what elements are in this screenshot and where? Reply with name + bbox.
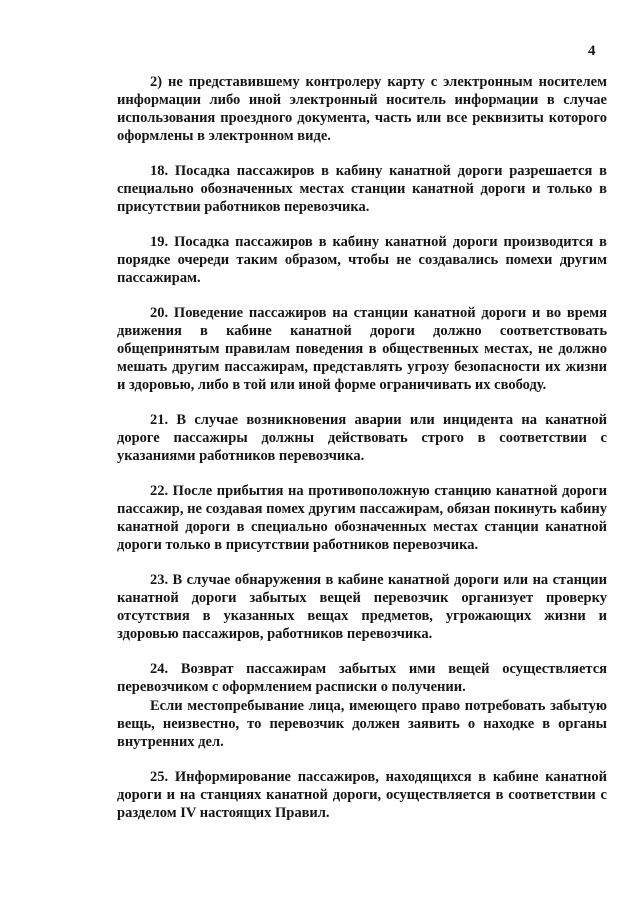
paragraph-18: 18. Посадка пассажиров в кабину канатной дороги разрешается в специально обозначенных местах станции канатной дороги и только в присутствии работников перевозчика. <box>117 163 607 215</box>
paragraph-19: 19. Посадка пассажиров в кабину канатной дороги производится в порядке очереди таким образом, чтобы не создавались помехи другим пассажирам. <box>117 234 607 286</box>
paragraph-20: 20. Поведение пассажиров на станции канатной дороги и во время движения в кабине канатной дороги должно соответствовать общепринятым правилам поведения в общественных местах, не должно мешать другим пассажирам, представлять угрозу безопасности их жизни и здоровью, либо в той или иной форме ограничивать их свободу. <box>117 305 607 393</box>
paragraph-25: 25. Информирование пассажиров, находящихся в кабине канатной дороги и на станциях канатной дороги, осуществляется в соответствии с разделом IV настоящих Правил. <box>117 769 607 821</box>
paragraph-24-continuation: Если местопребывание лица, имеющего право потребовать забытую вещь, неизвестно, то перевозчик должен заявить о находке в органы внутренних дел. <box>117 698 607 750</box>
paragraph-22: 22. После прибытия на противоположную станцию канатной дороги пассажир, не создавая помех другим пассажирам, обязан покинуть кабину канатной дороги в специально обозначенных местах станции канатной дороги только в присутствии работников перевозчика. <box>117 483 607 553</box>
paragraph-23: 23. В случае обнаружения в кабине канатной дороги или на станции канатной дороги забытых вещей перевозчик организует проверку отсутствия в указанных вещах предметов, угрожающих жизни и здоровью пассажиров, работников перевозчика. <box>117 572 607 642</box>
paragraph-21: 21. В случае возникновения аварии или инцидента на канатной дороге пассажиры должны действовать строго в соответствии с указаниями работников перевозчика. <box>117 412 607 464</box>
paragraph-24: 24. Возврат пассажирам забытых ими вещей осуществляется перевозчиком с оформлением расписки о получении. <box>117 661 607 695</box>
page-number: 4 <box>588 43 596 59</box>
paragraph-item-2: 2) не представившему контролеру карту с электронным носителем информации либо иной электронный носитель информации в случае использования проездного документа, часть или все реквизиты которого оформлены в электронном виде. <box>117 74 607 144</box>
document-body <box>117 73 607 822</box>
